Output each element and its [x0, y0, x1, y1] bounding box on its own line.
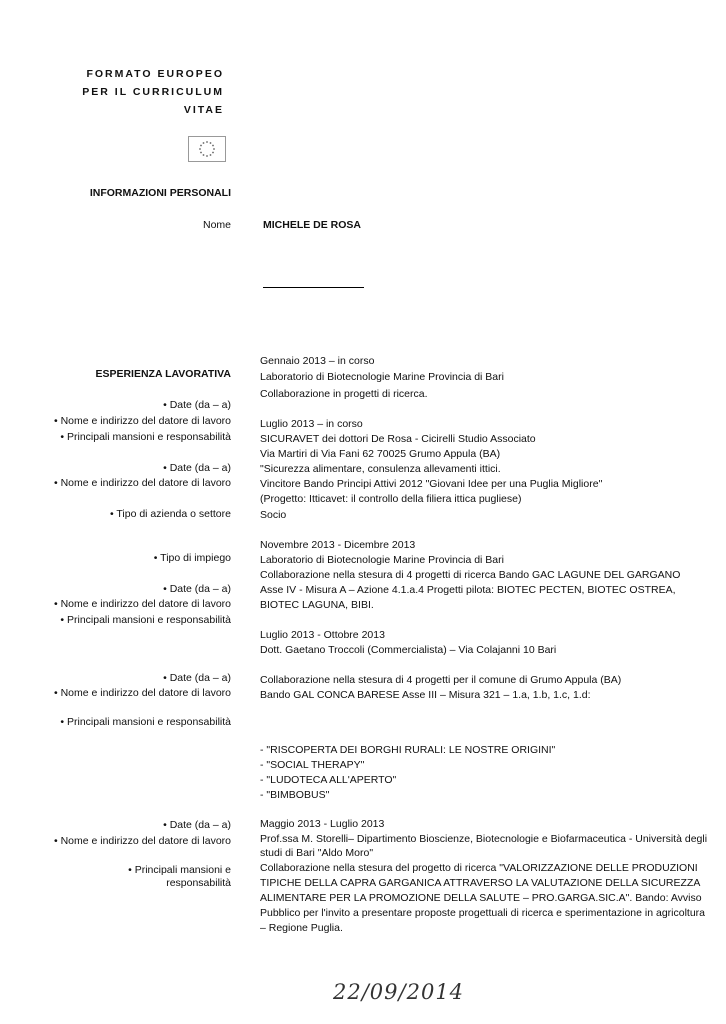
cv-title-line-3: VITAE: [183, 104, 224, 116]
entry-4-date: Luglio 2013 - Ottobre 2013: [260, 629, 385, 641]
label-employer-2: • Nome e indirizzo del datore di lavoro: [53, 477, 231, 489]
divider-line: [263, 287, 364, 288]
label-duties-3: • Principali mansioni e responsabilità: [60, 614, 231, 626]
name-value: MICHELE DE ROSA: [263, 219, 362, 231]
cv-title-line-2: PER IL CURRICULUM: [82, 86, 224, 98]
project-item-3: - "LUDOTECA ALL'APERTO": [260, 774, 397, 786]
label-date-3: • Date (da – a): [163, 583, 231, 595]
entry-5-duties-line-4: Pubblico per l'invito a presentare proposte progettuali di ricerca e sperimentazione in agricoltura: [260, 907, 705, 919]
entry-1-duties: Collaborazione in progetti di ricerca.: [260, 388, 428, 400]
name-label: Nome: [202, 219, 231, 231]
entry-2-date: Luglio 2013 – in corso: [260, 418, 363, 430]
entry-5-duties-line-1: Collaborazione nella stesura del progetto di ricerca "VALORIZZAZIONE DELLE PRODUZIONI: [260, 862, 698, 874]
entry-5-duties-line-2: TIPICHE DELLA CAPRA GARGANICA ATTRAVERSO LA VALUTAZIONE DELLA SICUREZZA: [260, 877, 701, 889]
entry-3-employer: Laboratorio di Biotecnologie Marine Provincia di Bari: [260, 554, 504, 566]
entry-2-sector: "Sicurezza alimentare, consulenza allevamenti ittici.: [260, 463, 501, 475]
entry-1-date: Gennaio 2013 – in corso: [260, 355, 375, 367]
entry-3-duties-line-3: BIOTEC LAGUNA, BIBI.: [260, 599, 374, 611]
entry-2-employer: SICURAVET dei dottori De Rosa - Cicirelli Studio Associato: [260, 433, 536, 445]
entry-4-duties-line-2: Bando GAL CONCA BARESE Asse III – Misura 321 – 1.a, 1.b, 1.c, 1.d:: [260, 689, 591, 701]
entry-5-duties-line-5: – Regione Puglia.: [260, 922, 343, 934]
cv-title-line-1: FORMATO EUROPEO: [86, 68, 224, 80]
entry-3-duties-line-2: Asse IV - Misura A – Azione 4.1.a.4 Progetti pilota: BIOTEC PECTEN, BIOTEC OSTREA,: [260, 584, 676, 596]
label-duties-1: • Principali mansioni e responsabilità: [60, 431, 231, 443]
entry-2-role: Socio: [260, 509, 287, 521]
entry-1-employer: Laboratorio di Biotecnologie Marine Provincia di Bari: [260, 371, 504, 383]
entry-2-address: Via Martiri di Via Fani 62 70025 Grumo Appula (BA): [260, 448, 501, 460]
handwritten-date: 22/09/2014: [333, 980, 465, 1004]
entry-5-employer-line-1: Prof.ssa M. Storelli– Dipartimento Bioscienze, Biotecnologie e Biofarmaceutica - Università degli: [260, 833, 708, 845]
work-experience-heading: ESPERIENZA LAVORATIVA: [95, 368, 231, 380]
label-employment-type: • Tipo di impiego: [153, 552, 231, 564]
label-sector-2: • Tipo di azienda o settore: [109, 508, 231, 520]
entry-2-award: Vincitore Bando Principi Attivi 2012 "Giovani Idee per una Puglia Migliore": [260, 478, 603, 490]
project-item-1: - "RISCOPERTA DEI BORGHI RURALI: LE NOSTRE ORIGINI": [260, 744, 556, 756]
label-date-1: • Date (da – a): [163, 399, 231, 411]
entry-4-employer: Dott. Gaetano Troccoli (Commercialista) – Via Colajanni 10 Bari: [260, 644, 557, 656]
label-employer-4: • Nome e indirizzo del datore di lavoro: [53, 687, 231, 699]
project-item-4: - "BIMBOBUS": [260, 789, 330, 801]
entry-3-duties-line-1: Collaborazione nella stesura di 4 progetti di ricerca Bando GAC LAGUNE DEL GARGANO: [260, 569, 681, 581]
label-duties-4: • Principali mansioni e responsabilità: [60, 716, 231, 728]
entry-5-date: Maggio 2013 - Luglio 2013: [260, 818, 385, 830]
label-employer-5: • Nome e indirizzo del datore di lavoro: [53, 835, 231, 847]
eu-flag-icon: [188, 136, 226, 162]
entry-5-duties-line-3: ALIMENTARE PER LA PROMOZIONE DELLA SALUTE – PRO.GARGA.SIC.A". Bando: Avviso: [260, 892, 702, 904]
entry-5-employer-line-2: studi di Bari "Aldo Moro": [260, 847, 374, 859]
entry-4-duties-line-1: Collaborazione nella stesura di 4 progetti per il comune di Grumo Appula (BA): [260, 674, 622, 686]
entry-3-date: Novembre 2013 - Dicembre 2013: [260, 539, 416, 551]
label-date-5: • Date (da – a): [163, 819, 231, 831]
label-date-2: • Date (da – a): [163, 462, 231, 474]
entry-2-project: (Progetto: Itticavet: il controllo della filiera ittica pugliese): [260, 493, 522, 505]
label-employer-1: • Nome e indirizzo del datore di lavoro: [53, 415, 231, 427]
label-employer-3: • Nome e indirizzo del datore di lavoro: [53, 598, 231, 610]
label-date-4: • Date (da – a): [163, 672, 231, 684]
personal-info-heading: INFORMAZIONI PERSONALI: [89, 187, 231, 199]
project-item-2: - "SOCIAL THERAPY": [260, 759, 365, 771]
label-duties-5: • Principali mansioni e responsabilità: [128, 864, 231, 889]
